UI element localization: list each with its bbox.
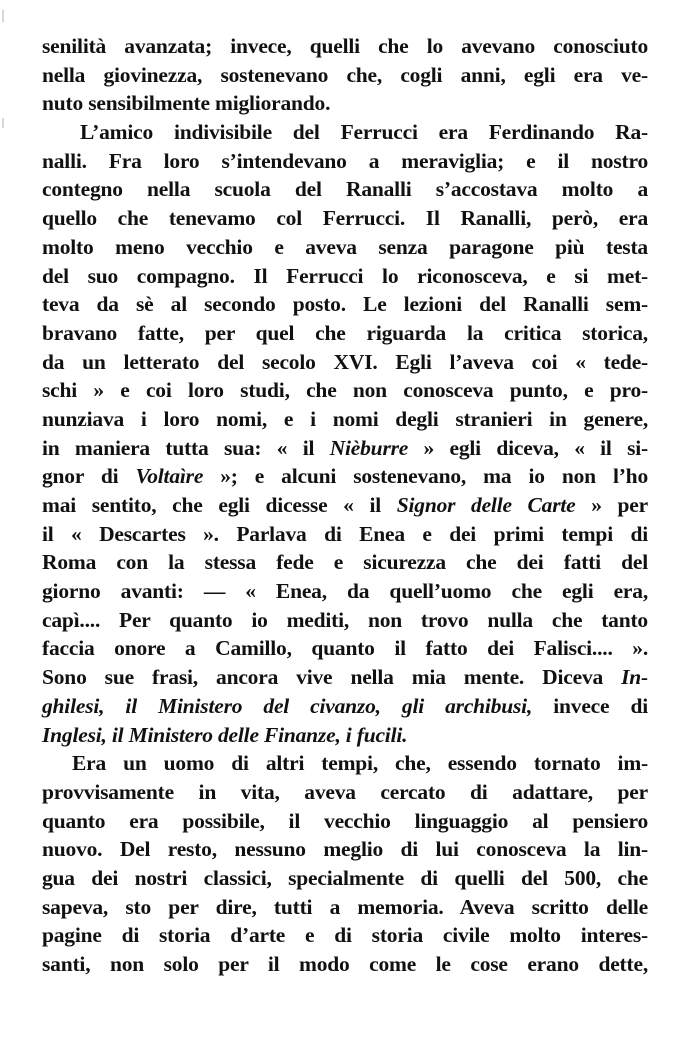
text-segment: molto meno vecchio e aveva senza paragone più testa bbox=[42, 234, 648, 259]
text-line bbox=[42, 405, 648, 434]
paragraph bbox=[42, 118, 648, 749]
text-segment: da un letterato del secolo XVI. Egli l’aveva coi « tede- bbox=[42, 349, 648, 374]
text-line bbox=[42, 319, 648, 348]
scan-edge-mark bbox=[2, 118, 4, 128]
text-line bbox=[42, 606, 648, 635]
text-segment: nunziava i loro nomi, e i nomi degli stranieri in genere, bbox=[42, 406, 648, 431]
text-segment: nuto sensibilmente migliorando. bbox=[42, 91, 331, 116]
text-segment: quello che tenevamo col Ferrucci. Il Ranalli, però, era bbox=[42, 206, 648, 231]
text-segment: quanto era possibile, il vecchio linguaggio al pensiero bbox=[42, 808, 648, 833]
text-segment: gnor di bbox=[42, 464, 136, 489]
text-line bbox=[42, 262, 648, 291]
text-line bbox=[42, 692, 648, 721]
text-line bbox=[42, 807, 648, 836]
text-segment: Sono sue frasi, ancora vive nella mia mente. Diceva bbox=[42, 665, 622, 690]
text-line bbox=[42, 434, 648, 463]
italic-text: Inglesi, il Ministero delle Finanze, i fucili. bbox=[42, 722, 408, 747]
text-segment: gua dei nostri classici, specialmente di quelli del 500, che bbox=[42, 865, 648, 890]
text-segment: capì.... Per quanto io mediti, non trovo nulla che tanto bbox=[42, 607, 648, 632]
text-line bbox=[42, 290, 648, 319]
text-line bbox=[42, 204, 648, 233]
text-line bbox=[42, 175, 648, 204]
text-segment: in maniera tutta sua: « il bbox=[42, 435, 330, 460]
text-segment: senilità avanzata; invece, quelli che lo avevano conosciuto bbox=[42, 34, 648, 58]
paragraph bbox=[42, 749, 648, 979]
text-line bbox=[42, 577, 648, 606]
text-segment: L’amico indivisibile del Ferrucci era Ferdinando Ra- bbox=[80, 120, 648, 145]
text-segment: provvisamente in vita, aveva cercato di adattare, per bbox=[42, 779, 648, 804]
paragraph bbox=[42, 32, 648, 118]
text-segment: » egli diceva, « il si- bbox=[408, 435, 649, 460]
text-segment: invece di bbox=[532, 693, 648, 718]
text-line bbox=[42, 778, 648, 807]
text-line bbox=[42, 61, 648, 90]
text-line bbox=[42, 462, 648, 491]
text-segment: » per bbox=[575, 493, 648, 517]
scan-edge-mark bbox=[2, 10, 4, 22]
italic-text: Signor delle Carte bbox=[396, 493, 576, 517]
text-line bbox=[42, 118, 648, 147]
text-line bbox=[42, 491, 648, 520]
text-line bbox=[42, 520, 648, 549]
text-segment: il « Descartes ». Parlava di Enea e dei primi tempi di bbox=[42, 521, 648, 546]
text-line bbox=[42, 864, 648, 893]
italic-text: Voltaìre bbox=[135, 464, 204, 489]
text-line bbox=[42, 147, 648, 176]
text-segment: mai sentito, che egli dicesse « il bbox=[42, 493, 397, 517]
text-line bbox=[42, 634, 648, 663]
italic-text: ghilesi, il Ministero del civanzo, gli archibusi, bbox=[42, 693, 533, 718]
italic-text: In- bbox=[621, 665, 648, 690]
text-line bbox=[42, 749, 648, 778]
text-segment: schi » e coi loro studi, che non conosceva punto, e pro- bbox=[42, 378, 648, 403]
text-segment: teva da sè al secondo posto. Le lezioni del Ranalli sem- bbox=[42, 292, 648, 317]
text-line bbox=[42, 32, 648, 61]
italic-text: Nièburre bbox=[329, 435, 409, 460]
text-segment: »; e alcuni sostenevano, ma io non l’ho bbox=[203, 464, 648, 489]
text-line bbox=[42, 893, 648, 922]
text-line bbox=[42, 376, 648, 405]
text-line bbox=[42, 233, 648, 262]
text-line bbox=[42, 950, 648, 979]
text-line bbox=[42, 348, 648, 377]
text-segment: Roma con la stessa fede e sicurezza che dei fatti del bbox=[42, 550, 648, 575]
text-line bbox=[42, 835, 648, 864]
text-line bbox=[42, 921, 648, 950]
text-segment: nuovo. Del resto, nessuno meglio di lui conosceva la lin- bbox=[42, 837, 648, 862]
book-page-text bbox=[42, 32, 648, 979]
text-line bbox=[42, 663, 648, 692]
text-segment: contegno nella scuola del Ranalli s’accostava molto a bbox=[42, 177, 648, 202]
text-segment: sapeva, sto per dire, tutti a memoria. Aveva scritto delle bbox=[42, 894, 648, 919]
text-segment: bravano fatte, per quel che riguarda la critica storica, bbox=[42, 320, 648, 345]
text-segment: santi, non solo per il modo come le cose erano dette, bbox=[42, 952, 648, 976]
text-segment: del suo compagno. Il Ferrucci lo riconosceva, e si met- bbox=[42, 263, 648, 288]
text-line bbox=[42, 548, 648, 577]
text-segment: faccia onore a Camillo, quanto il fatto dei Falisci.... ». bbox=[42, 636, 648, 661]
text-segment: Era un uomo di altri tempi, che, essendo tornato im- bbox=[72, 751, 648, 776]
text-line bbox=[42, 89, 648, 118]
text-line bbox=[42, 721, 648, 750]
text-segment: nella giovinezza, sostenevano che, cogli anni, egli era ve- bbox=[42, 62, 648, 87]
text-segment: pagine di storia d’arte e di storia civile molto interes- bbox=[42, 923, 648, 948]
text-segment: nalli. Fra loro s’intendevano a meraviglia; e il nostro bbox=[42, 148, 648, 173]
text-segment: giorno avanti: — « Enea, da quell’uomo che egli era, bbox=[42, 579, 648, 604]
